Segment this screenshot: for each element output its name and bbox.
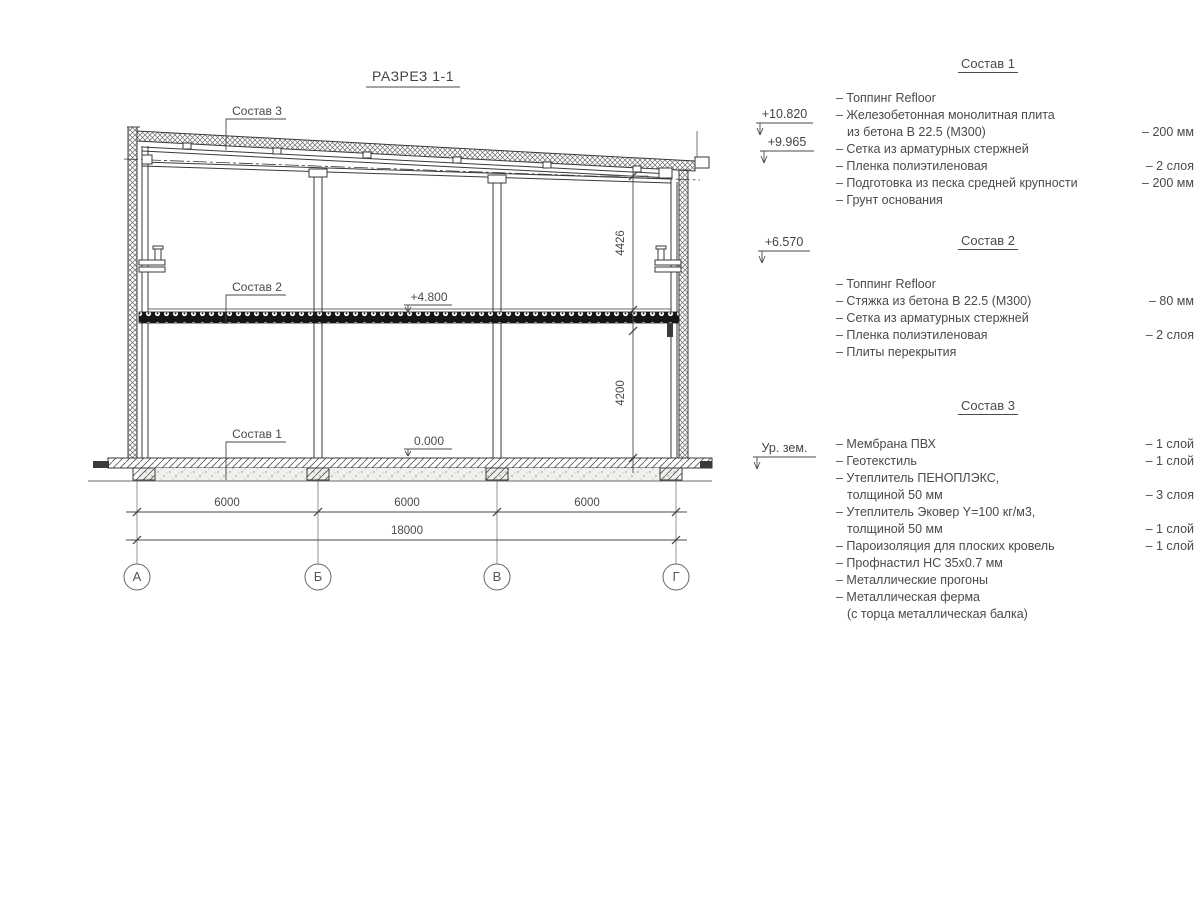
axis-bubble-b: Б bbox=[313, 569, 323, 584]
legend-section-3-rows bbox=[828, 436, 1196, 623]
legend-row bbox=[828, 555, 1196, 572]
legend-row bbox=[828, 589, 1196, 606]
legend-row bbox=[828, 436, 1196, 453]
legend-row bbox=[828, 107, 1196, 124]
truss-bearing-right bbox=[659, 168, 672, 178]
legend-row-value: – 200 мм bbox=[1142, 125, 1194, 139]
ground-slab bbox=[88, 458, 712, 481]
dim-span-3: 6000 bbox=[574, 497, 600, 509]
truss-bearing-left bbox=[142, 155, 152, 164]
elevation-arrows bbox=[753, 123, 816, 469]
legend-row-value bbox=[1194, 572, 1196, 589]
legend-row-value: – 200 мм bbox=[1142, 176, 1194, 190]
legend-row-value: – 1 слой bbox=[1145, 454, 1194, 468]
elevation-wall-mid: +6.570 bbox=[764, 235, 804, 249]
legend-section-2-rows bbox=[828, 276, 1196, 361]
floor-slab bbox=[139, 309, 679, 337]
legend-row-text: – Грунт основания bbox=[836, 193, 943, 207]
legend-row-text: – Пароизоляция для плоских кровель bbox=[836, 539, 1055, 553]
legend-row bbox=[828, 606, 1196, 623]
legend-row-value: – 2 слоя bbox=[1145, 159, 1194, 173]
axis-bubble-v: В bbox=[492, 569, 502, 584]
legend-row-value bbox=[1194, 141, 1196, 158]
composition-label-3: Состав 3 bbox=[232, 104, 282, 118]
legend-row-text: – Металлические прогоны bbox=[836, 573, 989, 587]
legend-row-value: – 1 слой bbox=[1145, 437, 1194, 451]
legend-row-text: толщиной 50 мм bbox=[847, 488, 943, 502]
legend-row-text: – Стяжка из бетона В 22.5 (М300) bbox=[836, 294, 1032, 308]
dim-total: 18000 bbox=[391, 525, 423, 537]
legend-row-value bbox=[1194, 504, 1196, 521]
legend-row bbox=[828, 453, 1196, 470]
legend-section-3-title: Состав 3 bbox=[828, 398, 1148, 413]
legend-row-text: – Сетка из арматурных стержней bbox=[836, 311, 1029, 325]
legend-row-text: – Утеплитель Эковер Y=100 кг/м3, bbox=[836, 505, 1036, 519]
legend-row bbox=[828, 487, 1196, 504]
legend-row bbox=[828, 158, 1196, 175]
legend-section-1-rows bbox=[828, 90, 1196, 209]
dim-upper-height: 4426 bbox=[615, 230, 627, 256]
composition-label-2: Состав 2 bbox=[232, 280, 282, 294]
legend-row-text: – Топпинг Refloor bbox=[836, 91, 936, 105]
legend-row bbox=[828, 141, 1196, 158]
composition-legend bbox=[828, 0, 1196, 660]
legend-row-text: – Сетка из арматурных стержней bbox=[836, 142, 1029, 156]
elevation-floor2: +4.800 bbox=[410, 290, 448, 304]
elevation-floor1: 0.000 bbox=[413, 434, 445, 448]
legend-row bbox=[828, 192, 1196, 209]
legend-row-value bbox=[1194, 310, 1196, 327]
legend-row-text: (с торца металлическая балка) bbox=[847, 607, 1028, 621]
legend-row bbox=[828, 538, 1196, 555]
legend-row bbox=[828, 90, 1196, 107]
legend-row-value bbox=[1194, 107, 1196, 124]
legend-row-text: – Геотекстиль bbox=[836, 454, 917, 468]
wall-brackets bbox=[139, 246, 681, 272]
elevation-roof-top: +10.820 bbox=[761, 107, 808, 121]
legend-row bbox=[828, 276, 1196, 293]
legend-row-value bbox=[1194, 90, 1196, 107]
legend-row-value: – 80 мм bbox=[1149, 294, 1194, 308]
legend-row-value bbox=[1194, 192, 1196, 209]
legend-row-text: – Подготовка из песка средней крупности bbox=[836, 176, 1078, 190]
legend-row-value: – 1 слой bbox=[1145, 539, 1194, 553]
legend-row bbox=[828, 327, 1196, 344]
dim-span-1: 6000 bbox=[214, 497, 240, 509]
legend-row-text: – Мембрана ПВХ bbox=[836, 437, 936, 451]
axis-bubbles bbox=[124, 564, 689, 590]
elevation-roof-bottom: +9.965 bbox=[767, 135, 807, 149]
composition-label-1: Состав 1 bbox=[232, 427, 282, 441]
legend-row bbox=[828, 521, 1196, 538]
legend-row bbox=[828, 344, 1196, 361]
composition-leaders bbox=[226, 119, 286, 480]
legend-row-text: – Топпинг Refloor bbox=[836, 277, 936, 291]
column-capital-v bbox=[488, 175, 506, 183]
legend-row-value bbox=[1194, 606, 1196, 623]
legend-row-text: толщиной 50 мм bbox=[847, 522, 943, 536]
legend-row-value bbox=[1194, 555, 1196, 572]
elevation-ground-label: Ур. зем. bbox=[761, 441, 808, 455]
legend-row bbox=[828, 293, 1196, 310]
legend-row-text: – Пленка полиэтиленовая bbox=[836, 159, 988, 173]
legend-section-1-title: Состав 1 bbox=[828, 56, 1148, 71]
drawing-title: РАЗРЕЗ 1-1 bbox=[372, 68, 454, 84]
legend-row-text: – Пленка полиэтиленовая bbox=[836, 328, 988, 342]
legend-row-value bbox=[1194, 589, 1196, 606]
legend-row-value bbox=[1194, 470, 1196, 487]
legend-row-text: – Утеплитель ПЕНОПЛЭКС, bbox=[836, 471, 1000, 485]
legend-row bbox=[828, 175, 1196, 192]
legend-row-value: – 2 слоя bbox=[1145, 328, 1194, 342]
dim-span-2: 6000 bbox=[394, 497, 420, 509]
column-capital-b bbox=[309, 169, 327, 177]
legend-row-value bbox=[1194, 276, 1196, 293]
legend-row-value bbox=[1194, 344, 1196, 361]
legend-row-text: – Профнастил НС 35х0.7 мм bbox=[836, 556, 1003, 570]
dim-lower-height: 4200 bbox=[615, 380, 627, 406]
legend-row bbox=[828, 310, 1196, 327]
axis-bubble-a: А bbox=[132, 569, 142, 584]
legend-row bbox=[828, 470, 1196, 487]
legend-row-text: – Плиты перекрытия bbox=[836, 345, 957, 359]
legend-row-text: – Металлическая ферма bbox=[836, 590, 981, 604]
legend-row bbox=[828, 124, 1196, 141]
legend-row-text: – Железобетонная монолитная плита bbox=[836, 108, 1055, 122]
legend-row-text: из бетона В 22.5 (М300) bbox=[847, 125, 986, 139]
legend-row-value: – 3 слоя bbox=[1145, 488, 1194, 502]
legend-section-2-title: Состав 2 bbox=[828, 233, 1148, 248]
legend-row bbox=[828, 504, 1196, 521]
legend-row bbox=[828, 572, 1196, 589]
axis-bubble-g: Г bbox=[672, 569, 680, 584]
legend-row-value: – 1 слой bbox=[1145, 522, 1194, 536]
